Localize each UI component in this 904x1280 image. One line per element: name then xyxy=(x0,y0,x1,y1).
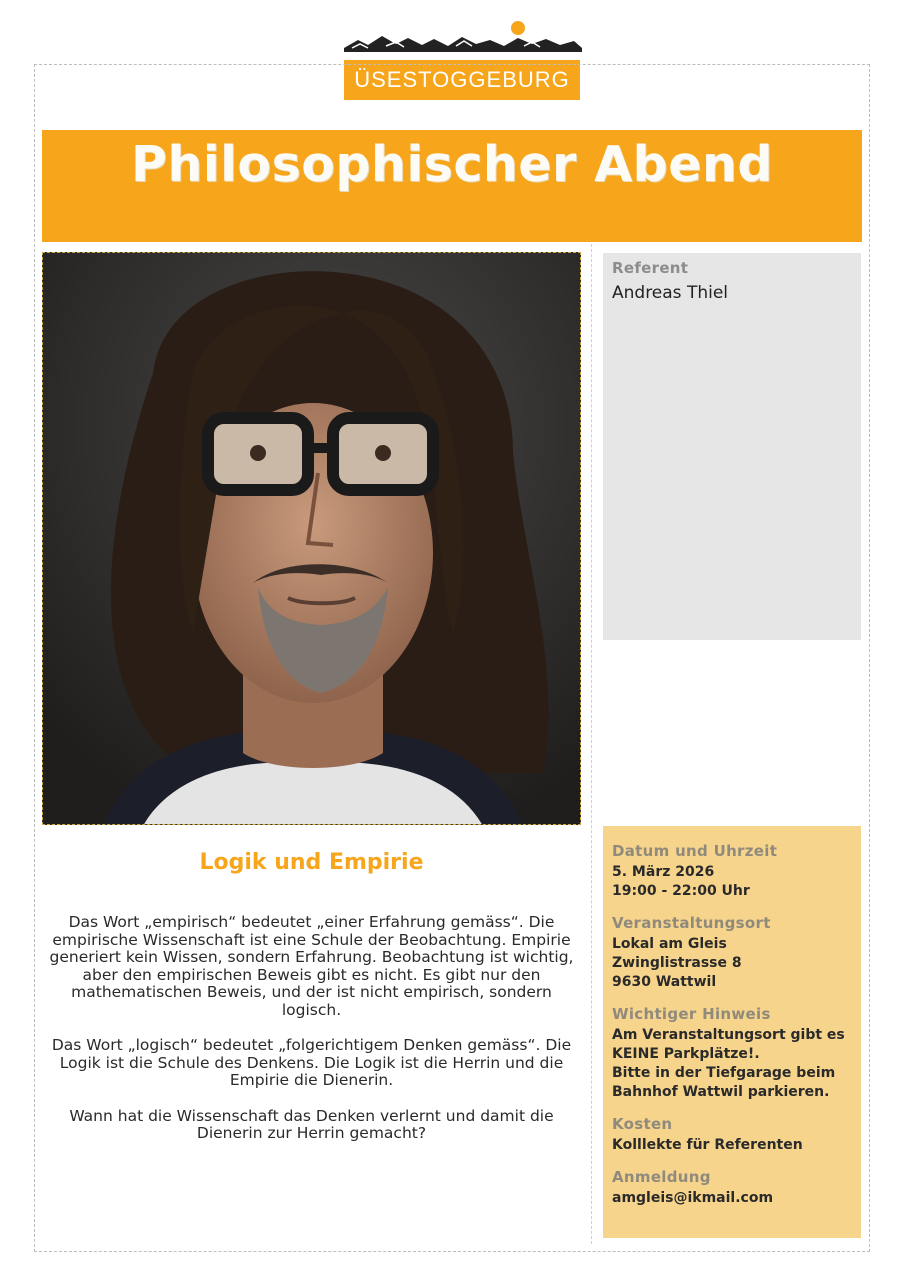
notice-label: Wichtiger Hinweis xyxy=(612,1005,771,1023)
portrait-photo xyxy=(42,252,581,825)
section-subtitle: Logik und Empirie xyxy=(199,850,424,875)
signup-email[interactable]: amgleis@ikmail.com xyxy=(612,1190,774,1206)
mountain-logo-icon xyxy=(338,18,588,64)
event-date: 5. März 2026 xyxy=(612,864,715,880)
notice-line: Am Veranstaltungsort gibt es xyxy=(612,1027,845,1043)
referent-label: Referent xyxy=(612,259,689,277)
venue-label: Veranstaltungsort xyxy=(612,914,771,932)
datetime-group xyxy=(612,842,852,901)
cost-label: Kosten xyxy=(612,1115,673,1133)
column-divider xyxy=(591,244,592,1244)
referent-box xyxy=(603,253,861,640)
venue-group xyxy=(612,914,852,992)
notice-group xyxy=(612,1005,852,1102)
cost-value: Kolllekte für Referenten xyxy=(612,1137,803,1153)
event-time: 19:00 - 22:00 Uhr xyxy=(612,883,750,899)
article-body xyxy=(42,914,581,1161)
notice-emphasis: KEINE xyxy=(612,1046,659,1062)
page-title: Philosophischer Abend xyxy=(131,136,773,193)
article-paragraph: Das Wort „logisch“ bedeutet „folgerichtigem Denken gemäss“. Die Logik ist die Schule des Denkens. Die Logik ist die Herrin und die Empirie die Dienerin. xyxy=(51,1036,572,1089)
article-paragraph: Das Wort „empirisch“ bedeutet „einer Erfahrung gemäss“. Die empirische Wissenschaft ist eine Schule der Beobachtung. Empirie generiert kein Wissen, sondern Erfahrung. Beobachtung ist wichtig, aber den empirischen Beweis gibt es nicht. Es gibt nur den mathematischen Beweis, und der ist nicht empirisch, sondern logisch. xyxy=(49,913,574,1019)
signup-group xyxy=(612,1168,852,1208)
article-paragraph: Wann hat die Wissenschaft das Denken verlernt und damit die Dienerin zur Herrin gemacht? xyxy=(69,1106,554,1142)
signup-label: Anmeldung xyxy=(612,1168,711,1186)
venue-city: 9630 Wattwil xyxy=(612,974,717,990)
referent-name: Andreas Thiel xyxy=(612,283,729,303)
portrait-illustration xyxy=(43,253,581,825)
notice-line: Bitte in der Tiefgarage beim xyxy=(612,1065,836,1081)
title-banner xyxy=(42,130,862,242)
datetime-label: Datum und Uhrzeit xyxy=(612,842,778,860)
event-details-box xyxy=(603,826,861,1238)
notice-line-rest: Parkplätze!. xyxy=(658,1046,760,1062)
notice-line xyxy=(612,1045,852,1064)
notice-line: Bahnhof Wattwil parkieren. xyxy=(612,1084,830,1100)
cost-group xyxy=(612,1115,852,1155)
venue-name: Lokal am Gleis xyxy=(612,936,727,952)
logo-wordmark: ÜSESTOGGEBURG xyxy=(344,60,580,100)
venue-street: Zwinglistrasse 8 xyxy=(612,955,742,971)
